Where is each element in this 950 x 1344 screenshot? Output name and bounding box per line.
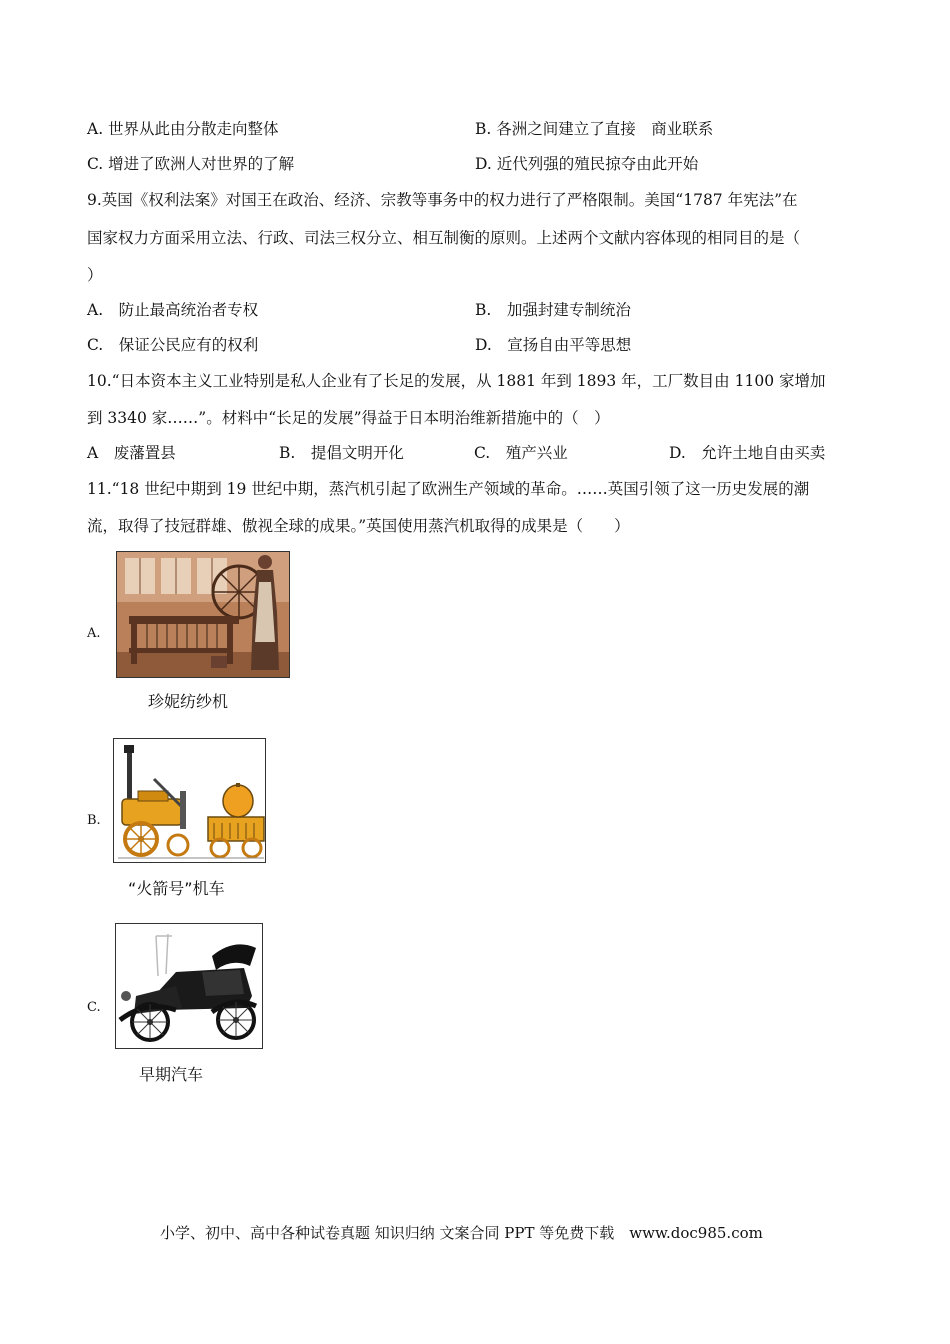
q8-option-d: D. 近代列强的殖民掠夺由此开始 xyxy=(475,155,699,173)
q10-stem-line2: 到 3340 家……”。材料中“长足的发展”得益于日本明治维新措施中的（ ） xyxy=(87,409,610,427)
q8-option-b: B. 各洲之间建立了直接 商业联系 xyxy=(475,120,714,138)
q11-option-a-caption: 珍妮纺纱机 xyxy=(148,692,229,711)
page-footer: 小学、初中、高中各种试卷真题 知识归纳 文案合同 PPT 等免费下载 www.doc985.com xyxy=(160,1224,763,1242)
q10-option-a: A 废藩置县 xyxy=(87,444,176,462)
early-car-illustration xyxy=(115,923,263,1049)
q9-stem-line2: 国家权力方面采用立法、行政、司法三权分立、相互制衡的原则。上述两个文献内容体现的相同目的是（ xyxy=(87,229,801,247)
spinning-jenny-illustration xyxy=(116,551,290,678)
q11-stem-line2: 流，取得了技冠群雄、傲视全球的成果。”英国使用蒸汽机取得的成果是（ ） xyxy=(87,517,630,535)
q11-stem-line1: 11.“18 世纪中期到 19 世纪中期，蒸汽机引起了欧洲生产领域的革命。……英国引领了这一历史发展的潮 xyxy=(87,480,810,498)
q8-option-c: C. 增进了欧洲人对世界的了解 xyxy=(87,155,295,173)
q11-option-b-caption: “火箭号”机车 xyxy=(128,879,225,898)
q9-option-b: B. 加强封建专制统治 xyxy=(475,301,631,319)
rocket-locomotive-illustration xyxy=(113,738,266,863)
q11-option-a-label: A. xyxy=(87,626,101,641)
q10-stem-line1: 10.“日本资本主义工业特别是私人企业有了长足的发展，从 1881 年到 1893 年，工厂数目由 1100 家增加 xyxy=(87,372,826,390)
q9-stem-line1: 9.英国《权利法案》对国王在政治、经济、宗教等事务中的权力进行了严格限制。美国“1787 年宪法”在 xyxy=(87,191,798,209)
q9-option-a: A. 防止最高统治者专权 xyxy=(87,301,259,319)
q11-option-b-label: B. xyxy=(87,813,101,828)
q9-option-d: D. 宣扬自由平等思想 xyxy=(475,336,632,354)
q10-option-b: B. 提倡文明开化 xyxy=(279,444,404,462)
q8-option-a: A. 世界从此由分散走向整体 xyxy=(87,120,279,138)
q9-stem-line3: ） xyxy=(87,266,103,284)
q10-option-d: D. 允许土地自由买卖 xyxy=(669,444,826,462)
q9-option-c: C. 保证公民应有的权利 xyxy=(87,336,259,354)
q11-option-c-caption: 早期汽车 xyxy=(139,1065,204,1084)
q11-option-c-label: C. xyxy=(87,1000,101,1015)
q10-option-c: C. 殖产兴业 xyxy=(474,444,568,462)
